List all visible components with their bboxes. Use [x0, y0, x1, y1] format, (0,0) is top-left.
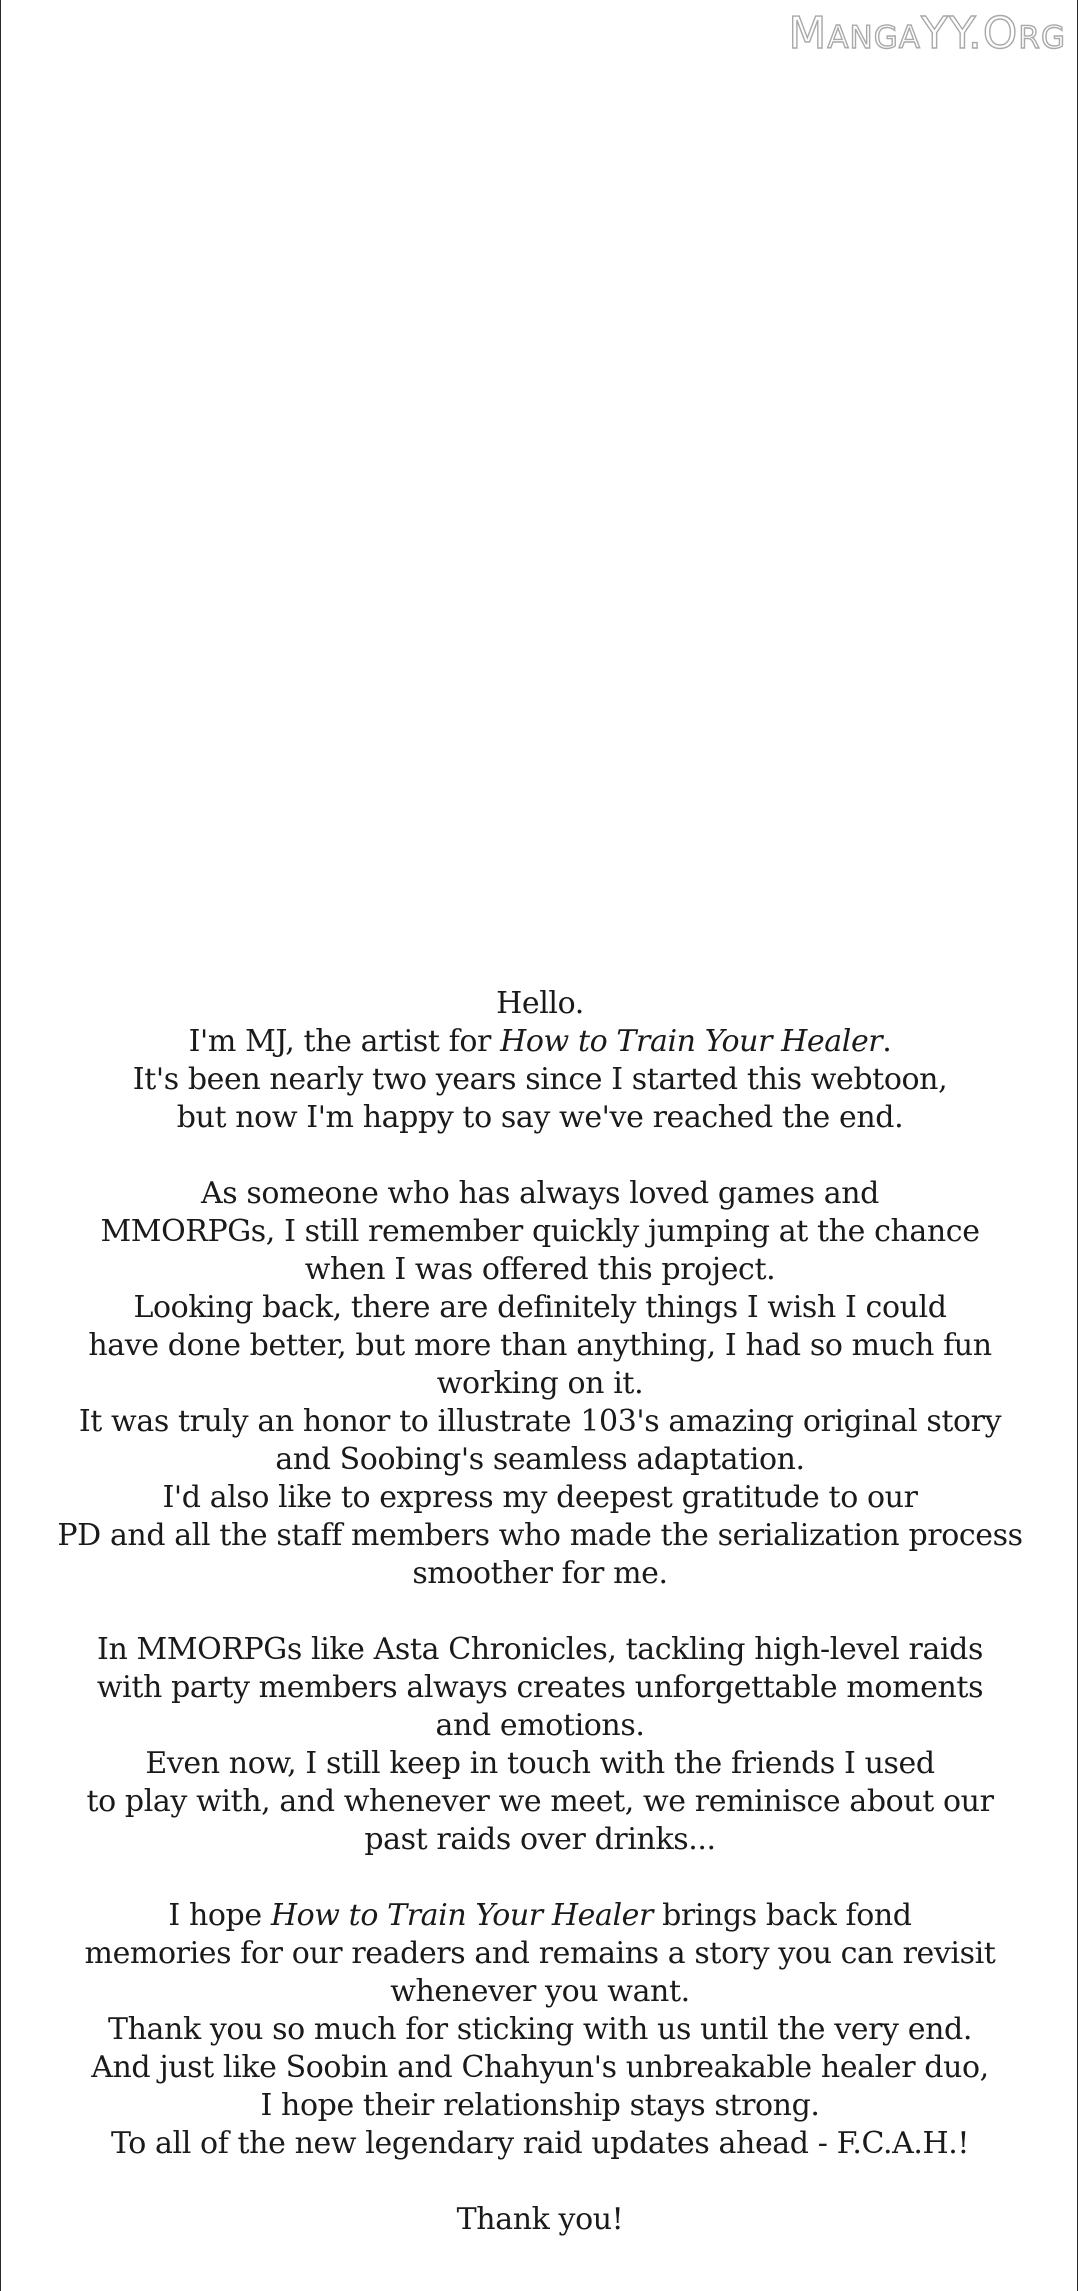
text-line: and emotions.	[435, 1708, 645, 1743]
intro-suffix: .	[882, 1024, 892, 1059]
text-line: It's been nearly two years since I started this webtoon,	[132, 1062, 948, 1097]
text-line: MMORPGs, I still remember quickly jumping at the chance	[100, 1214, 980, 1249]
text-line: have done better, but more than anything, I had so much fun	[88, 1328, 992, 1363]
text-line: As someone who has always loved games and	[201, 1176, 879, 1211]
paragraph-signoff	[0, 2201, 1080, 2239]
text-line: I hope their relationship stays strong.	[260, 2088, 820, 2123]
text-line: Looking back, there are definitely things I wish I could	[133, 1290, 947, 1325]
series-title: How to Train Your Healer	[270, 1898, 653, 1933]
text-line: smoother for me.	[412, 1556, 668, 1591]
text-line: whenever you want.	[390, 1974, 690, 2009]
text-line: and Soobing's seamless adaptation.	[275, 1442, 805, 1477]
afterword-letter	[0, 985, 1080, 2239]
text-line: PD and all the staff members who made the serialization process	[57, 1518, 1023, 1553]
intro-prefix: I'm MJ, the artist for	[188, 1024, 501, 1059]
text-line: I'd also like to express my deepest gratitude to our	[162, 1480, 918, 1515]
text-line: Thank you so much for sticking with us until the very end.	[108, 2012, 972, 2047]
text-line: with party members always creates unforgettable moments	[96, 1670, 984, 1705]
signoff-line: Thank you!	[456, 2202, 624, 2237]
text-line: when I was offered this project.	[304, 1252, 776, 1287]
text-line: It was truly an honor to illustrate 103's amazing original story	[78, 1404, 1002, 1439]
intro-line	[0, 1023, 1080, 1061]
paragraph-greeting	[0, 985, 1080, 1137]
watermark-logo: MangaYY.Org	[788, 8, 1066, 59]
text-line: to play with, and whenever we meet, we reminisce about our	[86, 1784, 994, 1819]
text-line: Even now, I still keep in touch with the friends I used	[145, 1746, 935, 1781]
text-line: In MMORPGs like Asta Chronicles, tackling high-level raids	[97, 1632, 983, 1667]
text-line: past raids over drinks...	[364, 1822, 716, 1857]
paragraph-thanks	[0, 1897, 1080, 2163]
series-title: How to Train Your Healer	[500, 1024, 883, 1059]
text-line: To all of the new legendary raid updates ahead - F.C.A.H.!	[110, 2126, 970, 2161]
text-line: And just like Soobin and Chahyun's unbreakable healer duo,	[91, 2050, 989, 2085]
hope-suffix: brings back fond	[652, 1898, 912, 1933]
hope-prefix: I hope	[168, 1898, 271, 1933]
paragraph-project	[0, 1175, 1080, 1593]
paragraph-raids	[0, 1631, 1080, 1859]
greeting-line: Hello.	[496, 986, 584, 1021]
text-line: but now I'm happy to say we've reached the end.	[176, 1100, 904, 1135]
text-line	[0, 1897, 1080, 1935]
text-line: memories for our readers and remains a story you can revisit	[84, 1936, 996, 1971]
text-line: working on it.	[436, 1366, 644, 1401]
